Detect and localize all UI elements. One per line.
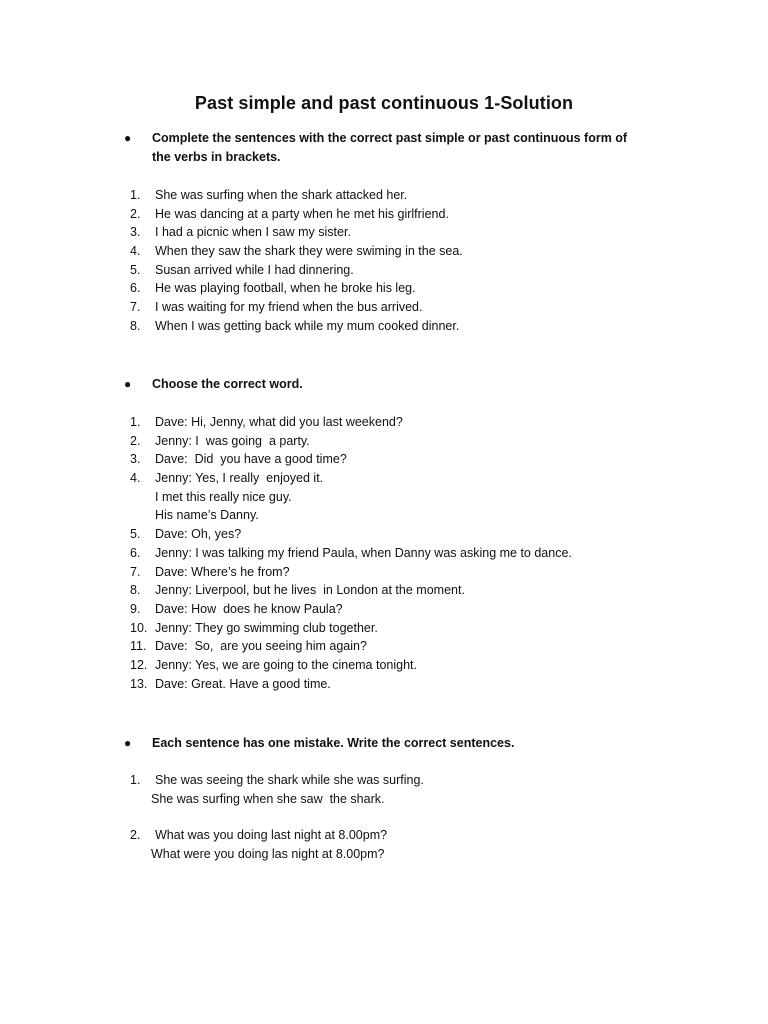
- exercise-1-list: [130, 186, 690, 336]
- list-item: 13. Dave: Great. Have a good time.: [130, 676, 331, 691]
- instruction-1: ● Complete the sentences with the correct past simple or past continuous form of the verbs in brackets.: [124, 131, 628, 164]
- list-item: 7. Dave: Where’s he from?: [130, 564, 290, 579]
- list-item-continuation: I met this really nice guy.: [155, 489, 292, 504]
- list-item: 5. Susan arrived while I had dinnering.: [130, 262, 354, 277]
- bullet-icon: ●: [124, 377, 132, 391]
- instruction-2: ● Choose the correct word.: [126, 375, 646, 394]
- bullet-icon: ●: [124, 736, 132, 750]
- list-item: 2. Jenny: I was going a party.: [130, 433, 310, 448]
- list-item: 8. When I was getting back while my mum cooked dinner.: [130, 318, 460, 333]
- list-item: 9. Dave: How does he know Paula?: [130, 601, 343, 616]
- list-item: 2. He was dancing at a party when he met his girlfriend.: [130, 206, 449, 221]
- correction-text: What were you doing las night at 8.00pm?: [151, 847, 385, 862]
- list-item: 2. What was you doing last night at 8.00pm?: [130, 828, 388, 843]
- list-item: 4. Jenny: Yes, I really enjoyed it.: [130, 471, 324, 486]
- list-item: 1. She was seeing the shark while she was surfing.: [130, 773, 424, 787]
- list-item: 7. I was waiting for my friend when the bus arrived.: [130, 300, 423, 315]
- list-item: 1. Dave: Hi, Jenny, what did you last weekend?: [130, 415, 403, 429]
- list-item: 1. She was surfing when the shark attacked her.: [130, 188, 408, 202]
- list-item: 12. Jenny: Yes, we are going to the cinema tonight.: [130, 657, 417, 672]
- list-item-continuation: His name’s Danny.: [155, 508, 259, 523]
- list-item: 6. He was playing football, when he broke his leg.: [130, 281, 416, 296]
- instruction-3: ● Each sentence has one mistake. Write the correct sentences.: [126, 734, 646, 753]
- list-item: 11. Dave: So, are you seeing him again?: [130, 639, 367, 654]
- list-item: 3. I had a picnic when I saw my sister.: [130, 225, 351, 240]
- exercise-2-list: [130, 413, 690, 693]
- list-item: 4. When they saw the shark they were swiming in the sea.: [130, 244, 463, 259]
- list-item: 10. Jenny: They go swimming club together.: [130, 620, 378, 635]
- correction-text: She was surfing when she saw the shark.: [151, 791, 385, 806]
- bullet-icon: ●: [124, 131, 132, 145]
- list-item: 3. Dave: Did you have a good time?: [130, 452, 347, 467]
- page-title: Past simple and past continuous 1-Solution: [194, 93, 574, 113]
- list-item: 6. Jenny: I was talking my friend Paula, when Danny was asking me to dance.: [130, 545, 572, 560]
- exercise-3-list: [130, 771, 690, 864]
- list-item: 8. Jenny: Liverpool, but he lives in London at the moment.: [130, 583, 465, 598]
- list-item: 5. Dave: Oh, yes?: [130, 527, 242, 542]
